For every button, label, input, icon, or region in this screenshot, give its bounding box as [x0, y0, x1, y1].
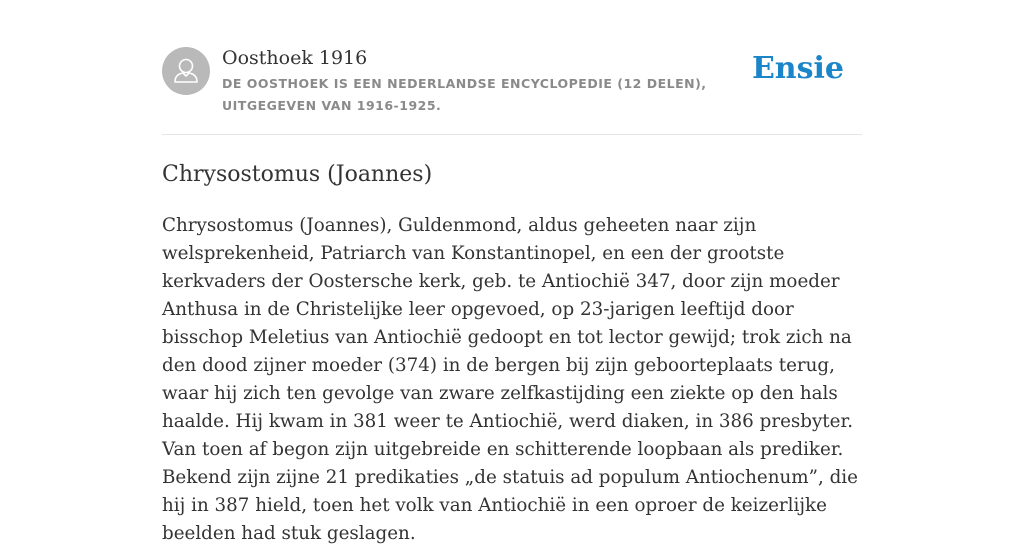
source-title[interactable]: Oosthoek 1916	[222, 47, 368, 69]
entry-title: Chrysostomus (Joannes)	[162, 162, 433, 187]
source-info	[222, 44, 762, 117]
user-silhouette-icon[interactable]	[162, 47, 210, 95]
content-container	[162, 0, 862, 544]
source-header	[162, 0, 862, 135]
source-description: DE OOSTHOEK IS EEN NEDERLANDSE ENCYCLOPEDIE (12 DELEN), UITGEGEVEN VAN 1916-1925.	[222, 76, 707, 113]
entry-body: Chrysostomus (Joannes), Guldenmond, aldus geheeten naar zijn welsprekenheid, Patriarch van Konstantinopel, en een der grootste kerkvaders der Oostersche kerk, geb. te Antiochië 347, door zijn moeder Anthusa in de Christelijke leer opgevoed, op 23-jarigen leeftijd door bisschop Meletius van Antiochië gedoopt en tot lector gewijd; trok zich na den dood zijner moeder (374) in de bergen bij zijn geboorteplaats terug, waar hij zich ten gevolge van zware zelfkastijding een ziekte op den hals haalde. Hij kwam in 381 weer te Antiochië, werd diaken, in 386 presbyter. Van toen af begon zijn uitgebreide en schitterende loopbaan als prediker. Bekend zijn zijne 21 predikaties „de statuis ad populum Antiochenum”, die hij in 387 hield, toen het volk van Antiochië in een oproer de keizerlijke beelden had stuk geslagen.	[162, 215, 858, 544]
ensie-logo[interactable]: Ensie	[751, 51, 844, 86]
